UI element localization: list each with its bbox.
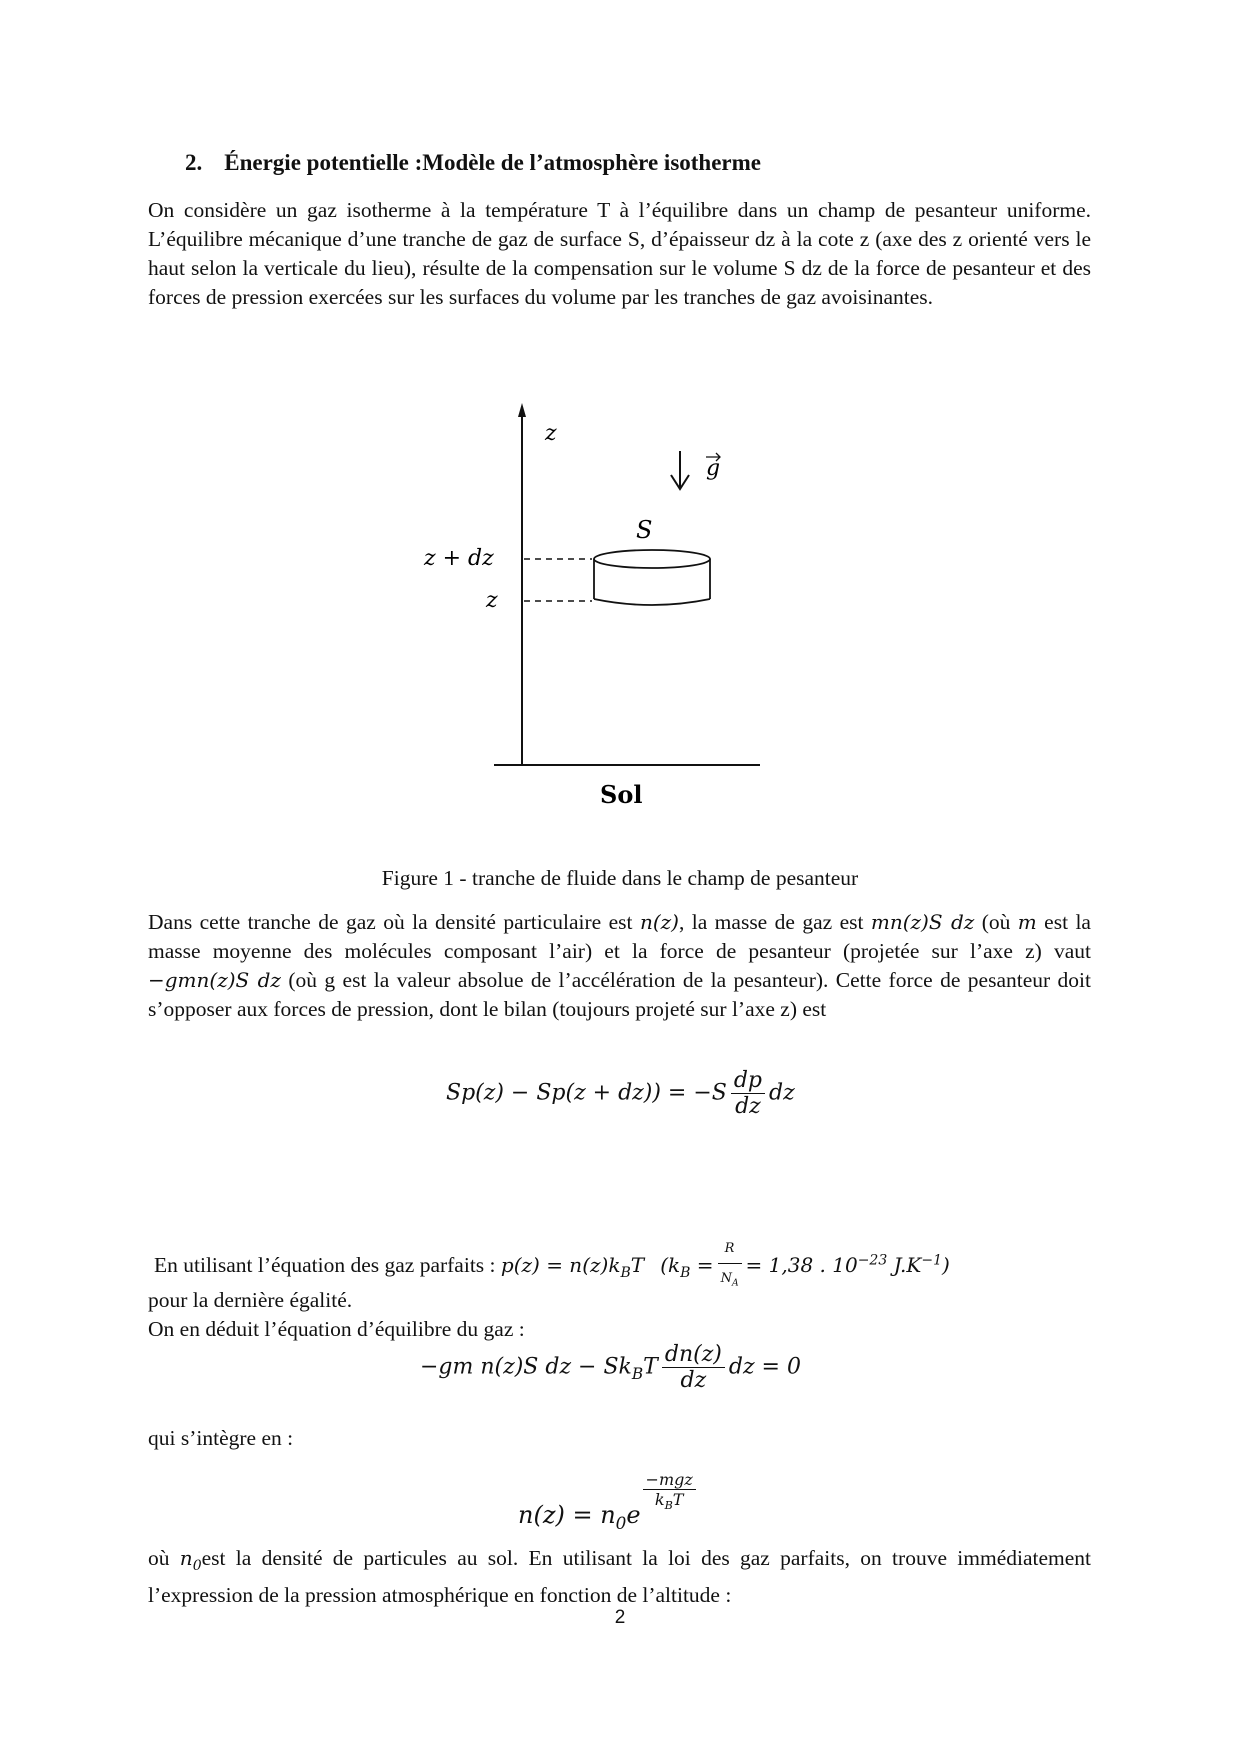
ground-label: Sol xyxy=(600,780,643,809)
section-title: Énergie potentielle :Modèle de l’atmosphère isotherme xyxy=(224,150,761,175)
r-numerator: R xyxy=(718,1234,742,1264)
eq2-sub: B xyxy=(631,1364,644,1383)
na-sub: A xyxy=(731,1278,739,1289)
figure-diagram xyxy=(400,395,820,815)
z-axis-label: z xyxy=(545,421,557,446)
eq2-numerator: dn(z) xyxy=(662,1342,725,1368)
math-boltzmann xyxy=(660,1241,950,1289)
para2-text-3: (où xyxy=(974,910,1018,934)
para5-text-1: où xyxy=(148,1546,180,1570)
paragraph-n0 xyxy=(148,1544,1091,1610)
eq3-exp-denominator xyxy=(643,1490,696,1512)
figure-caption: Figure 1 - tranche de fluide dans le champ de pesanteur xyxy=(381,866,859,890)
para2-text-2: , la masse de gaz est xyxy=(678,910,871,934)
paragraph-density xyxy=(148,908,1091,1024)
eq1-denominator: dz xyxy=(735,1094,761,1119)
eq3-kb: k xyxy=(654,1490,665,1509)
ideal-gas-sub: B xyxy=(620,1264,631,1281)
math-ideal-gas xyxy=(500,1252,645,1281)
n0-letter: n xyxy=(179,1546,193,1570)
ideal-gas-lhs: p(z) = n(z)k xyxy=(500,1252,621,1277)
n0-sub: 0 xyxy=(192,1558,202,1574)
kb-close: ) xyxy=(942,1252,950,1277)
eq3-lhs: n(z) = n xyxy=(518,1501,616,1529)
eq3-exp-numerator: −mgz xyxy=(643,1470,696,1490)
eq3-kb-sub: B xyxy=(664,1499,673,1513)
eq1-fraction xyxy=(731,1068,765,1119)
eq1-rhs: dz xyxy=(769,1080,795,1106)
upper-level-label: z + dz xyxy=(424,546,494,571)
eq3-T: T xyxy=(672,1490,684,1509)
math-weight: −gmn(z)S dz xyxy=(148,968,281,992)
para5-text-2: est la densité de particules au sol. En utilisant la loi des gaz parfaits, on trouve immédiatement l’expression de la pression atmosphérique en fonction de l’altitude : xyxy=(148,1546,1092,1607)
eq3-exponent-fraction xyxy=(643,1470,696,1512)
section-heading xyxy=(185,150,761,176)
intro-paragraph: On considère un gaz isotherme à la température T à l’équilibre dans un champ de pesanteur uniforme. L’équilibre mécanique d’une tranche de gaz de surface S, d’épaisseur dz à la cote z (axe des z orienté vers le haut selon la verticale du lieu), résulte de la compensation sur le volume S dz de la force de pesanteur et des forces de pression exercées sur les surfaces du volume par les tranches de gaz avoisinantes. xyxy=(148,198,1091,309)
math-n0 xyxy=(179,1546,202,1574)
paragraph-deduction: On en déduit l’équation d’équilibre du gaz : xyxy=(148,1317,525,1341)
math-m: m xyxy=(1017,910,1037,934)
eq2-T: T xyxy=(643,1354,658,1380)
kb-unit: J.K xyxy=(887,1252,922,1277)
gravity-label: g xyxy=(706,456,721,481)
eq2-fraction xyxy=(662,1342,725,1393)
para2-text-1: Dans cette tranche de gaz où la densité particulaire est xyxy=(148,910,640,934)
equation-equilibrium xyxy=(420,1342,801,1393)
kb-sub: B xyxy=(680,1264,691,1281)
kb-open: (k xyxy=(660,1252,681,1277)
eq1-numerator: dp xyxy=(731,1068,765,1094)
eq2-denominator: dz xyxy=(680,1368,707,1393)
lower-level-label: z xyxy=(486,588,498,613)
ideal-gas-T: T xyxy=(630,1252,645,1277)
kb-value: = 1,38 . 10 xyxy=(745,1252,858,1277)
gas-slab-cylinder xyxy=(594,550,710,605)
section-number: 2. xyxy=(185,150,203,175)
eq1-lhs: Sp(z) − Sp(z + dz)) = −S xyxy=(446,1080,727,1106)
z-axis-arrowhead xyxy=(518,403,526,417)
na-letter: N xyxy=(720,1271,732,1286)
paragraph-last-equality: pour la dernière égalité. xyxy=(148,1288,353,1312)
kb-unit-exponent: −1 xyxy=(921,1252,942,1269)
math-n-of-z: n(z) xyxy=(639,910,679,934)
para3-text-1: En utilisant l’équation des gaz parfaits : xyxy=(154,1252,501,1277)
equation-pressure-balance xyxy=(446,1068,795,1119)
eq2-rhs: dz = 0 xyxy=(728,1354,801,1380)
equation-barometric xyxy=(518,1470,700,1533)
para2-text-4: est la masse moyenne des molécules composant l’air) et la force de pesanteur (projetée sur l’axe z) vaut xyxy=(148,910,1091,963)
kb-exponent: −23 xyxy=(857,1252,888,1269)
math-mass: mn(z)S dz xyxy=(870,910,975,934)
eq2-lhs: −gm n(z)S dz − Sk xyxy=(420,1354,632,1380)
eq3-exp-base: e xyxy=(626,1501,641,1529)
page-number: 2 xyxy=(614,1607,626,1628)
paragraph-integrates: qui s’intègre en : xyxy=(148,1426,294,1450)
surface-label: S xyxy=(636,516,653,544)
eq3-n0-sub: 0 xyxy=(615,1512,627,1533)
para2-text-5: (où g est la valeur absolue de l’accélération de la pesanteur). Cette force de pesanteur doit s’opposer aux forces de pression, dont le bilan (toujours projeté sur l’axe z) est xyxy=(148,968,1091,1021)
kb-equals: = xyxy=(690,1252,714,1277)
